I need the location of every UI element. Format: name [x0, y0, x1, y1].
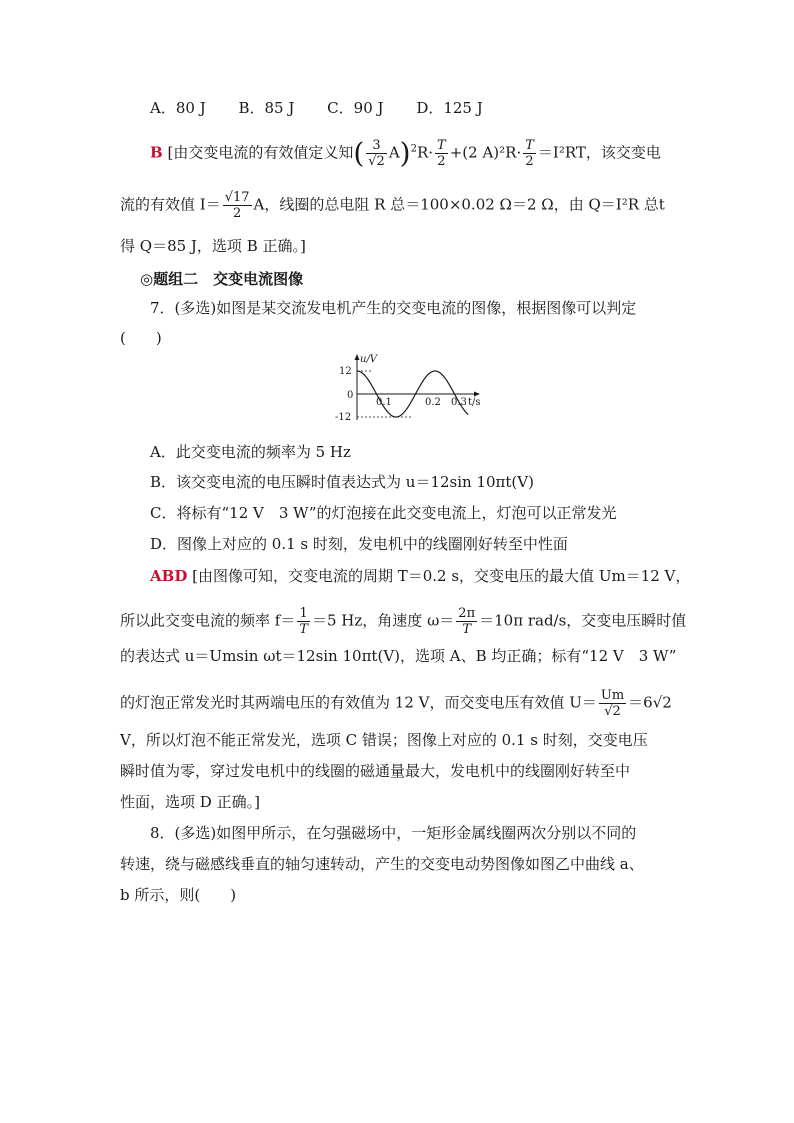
q6-option-c: C．90 J	[327, 99, 384, 117]
q6-option-a: A．80 J	[150, 99, 206, 117]
y-axis-label: u/V	[360, 354, 378, 365]
q8-stem-line2: 转速，绕与磁感线垂直的轴匀速转动，产生的交变电动势图像如图乙中曲线 a、	[120, 855, 644, 873]
q8-stem-line1: 8．(多选)如图甲所示，在匀强磁场中，一矩形金属线圈两次分别以不同的	[150, 824, 637, 842]
q7-solution-line6: 瞬时值为零，穿过发电机中的线圈的磁通量最大，发电机中的线圈刚好转至中	[120, 762, 631, 780]
q6-options	[150, 98, 511, 118]
x-axis-arrow	[474, 392, 480, 397]
q7-solution-line2: 所以此交变电流的频率 f＝ $\frac{1}{T}$ ＝5 Hz，角速度 ω＝ $\frac{2\pi}{T}$ ＝10π rad/s，交变电压瞬时值	[120, 606, 687, 637]
fraction: $\frac{√17}{2}$	[224, 190, 250, 221]
y-tick-zero: 0	[347, 390, 354, 401]
q7-solution-line3: 的表达式 u＝Umsin ωt＝12sin 10πt(V)，选项 A、B 均正确；标有“12 V 3 W”	[120, 647, 677, 665]
y-axis-arrow	[355, 354, 360, 360]
q6-answer: B	[150, 143, 163, 162]
fraction: $\frac{Um}{√2}$	[600, 688, 625, 719]
x-tick-1: 0.1	[376, 397, 392, 408]
q7-solution-line7: 性面，选项 D 正确。]	[120, 793, 260, 811]
q7-solution-line4: 的灯泡正常发光时其两端电压的有效值为 12 V，而交变电压有效值 U＝ $\frac{Um}{√2}$ ＝6√2	[120, 688, 672, 719]
section-title: ◎题组二 交变电流图像	[140, 270, 304, 288]
y-tick-max: 12	[339, 366, 352, 377]
voltage-time-graph	[335, 352, 485, 424]
x-tick-3: 0.3	[451, 397, 467, 408]
fraction: $\frac{3}{√2}$	[368, 138, 385, 169]
x-axis-label: t/s	[468, 397, 481, 408]
q7-option-d: D．图像上对应的 0.1 s 时刻，发电机中的线圈刚好转至中性面	[150, 535, 568, 553]
q6-option-b: B．85 J	[238, 99, 295, 117]
fraction: $\frac{2\pi}{T}$	[458, 606, 476, 637]
fraction: $\frac{T}{2}$	[525, 138, 534, 169]
q7-answer: ABD	[150, 567, 188, 585]
q7-solution-line5: V，所以灯泡不能正常发光，选项 C 错误；图像上对应的 0.1 s 时刻，交变电压	[120, 731, 648, 749]
q6-solution-line1: B [由交变电流的有效值定义知( $\frac{3}{√2}$ A)$^2$R· $\frac{T}{2}$ +(2 A)²R· $\frac{T}{2}$ ＝I²RT，该交变电	[150, 136, 661, 170]
q7-stem-line1: 7．(多选)如图是某交流发电机产生的交变电流的图像，根据图像可以判定	[150, 299, 637, 317]
q7-option-a: A．此交变电流的频率为 5 Hz	[150, 443, 351, 461]
q6-sol-text: [由交变电流的有效值定义知	[167, 143, 354, 162]
q6-solution-line2: 流的有效值 I＝ $\frac{√17}{2}$ A，线圈的总电阻 R 总＝100×0.02 Ω＝2 Ω，由 Q＝I²R 总t	[120, 190, 665, 221]
y-tick-min: -12	[335, 412, 352, 423]
x-tick-2: 0.2	[425, 397, 441, 408]
fraction: $\frac{T}{2}$	[437, 138, 446, 169]
q8-stem-line3: b 所示，则( )	[120, 886, 237, 904]
q7-option-c: C．将标有“12 V 3 W”的灯泡接在此交变电流上，灯泡可以正常发光	[150, 504, 617, 522]
q7-solution-line1: ABD [由图像可知，交变电流的周期 T＝0.2 s，交变电压的最大值 Um＝12 V，	[150, 567, 691, 585]
q7-option-b: B．该交变电流的电压瞬时值表达式为 u＝12sin 10πt(V)	[150, 473, 534, 491]
fraction: $\frac{1}{T}$	[299, 606, 308, 637]
q7-stem-line2: ( )	[120, 329, 162, 347]
q6-solution-line3: 得 Q＝85 J，选项 B 正确。]	[120, 237, 306, 255]
q6-option-d: D．125 J	[416, 99, 483, 117]
